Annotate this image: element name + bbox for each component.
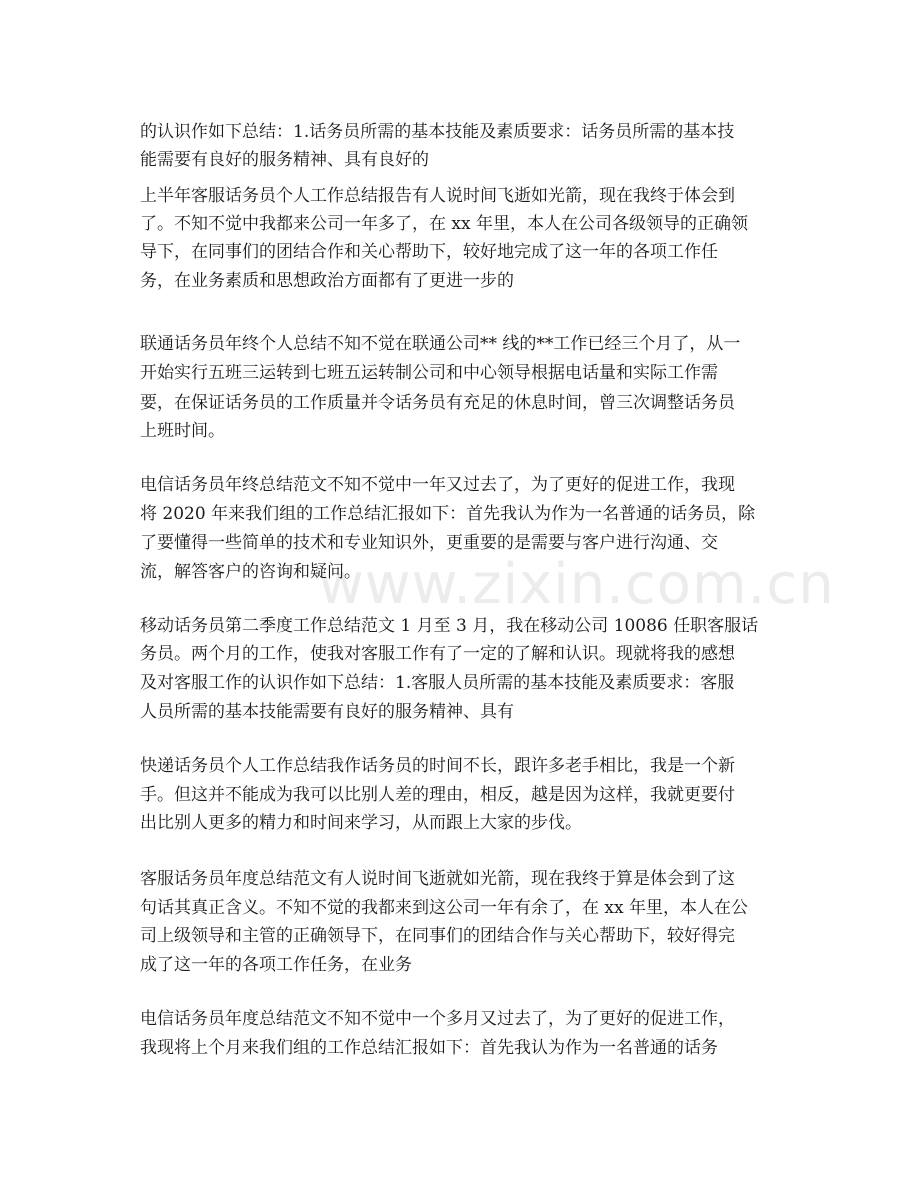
text-line: 开始实行五班三运转到七班五运转制公司和中心领导根据电话量和实际工作需 xyxy=(140,363,718,383)
text-line: 务员。两个月的工作，使我对客服工作有了一定的了解和认识。现就将我的感想 xyxy=(140,644,735,664)
text-line: 快递话务员个人工作总结我作话务员的时间不长，跟许多老手相比，我是一个新 xyxy=(140,756,735,776)
text-line: 上半年客服话务员个人工作总结报告有人说时间飞逝如光箭，现在我终于体会到 xyxy=(140,186,735,206)
text-line: 我现将上个月来我们组的工作总结汇报如下：首先我认为作为一名普通的话务 xyxy=(140,1038,718,1058)
text-line: 导下，在同事们的团结合作和关心帮助下，较好地完成了这一年的各项工作任 xyxy=(140,242,718,262)
text-line: 电信话务员年终总结范文不知不觉中一年又过去了，为了更好的促进工作，我现 xyxy=(140,475,735,495)
text-line: 出比别人更多的精力和时间来学习，从而跟上大家的步伐。 xyxy=(140,813,582,833)
text-line: 的认识作如下总结：1.话务员所需的基本技能及素质要求：话务员所需的基本技 xyxy=(140,122,735,142)
text-line: 移动话务员第二季度工作总结范文 1 月至 3 月，我在移动公司 10086 任职客服话 xyxy=(140,616,759,636)
text-line: 客服话务员年度总结范文有人说时间飞逝就如光箭，现在我终于算是体会到了这 xyxy=(140,869,735,889)
text-line: 司上级领导和主管的正确领导下，在同事们的团结合作与关心帮助下，较好得完 xyxy=(140,926,735,946)
text-line: 流，解答客户的咨询和疑问。 xyxy=(140,562,361,582)
text-line: 及对客服工作的认识作如下总结：1.客服人员所需的基本技能及素质要求：客服 xyxy=(140,673,735,693)
text-line: 电信话务员年度总结范文不知不觉中一个多月又过去了，为了更好的促进工作， xyxy=(140,1009,735,1029)
text-line: 将 2020 年来我们组的工作总结汇报如下：首先我认为作为一名普通的话务员，除 xyxy=(140,504,756,524)
text-line: 成了这一年的各项工作任务，在业务 xyxy=(140,955,412,975)
watermark: www.zixin.com.cn xyxy=(318,552,835,617)
text-line: 上班时间。 xyxy=(140,421,225,441)
text-line: 了要懂得一些简单的技术和专业知识外，更重要的是需要与客户进行沟通、交 xyxy=(140,533,718,553)
text-line: 联通话务员年终个人总结不知不觉在联通公司** 线的**工作已经三个月了，从一 xyxy=(140,334,741,354)
text-line: 句话其真正含义。不知不觉的我都来到这公司一年有余了，在 xx 年里，本人在公 xyxy=(140,898,748,918)
text-line: 人员所需的基本技能需要有良好的服务精神、具有 xyxy=(140,702,514,722)
text-line: 了。不知不觉中我都来公司一年多了，在 xx 年里，本人在公司各级领导的正确领 xyxy=(140,214,748,234)
text-line: 能需要有良好的服务精神、具有良好的 xyxy=(140,150,429,170)
text-line: 手。但这并不能成为我可以比别人差的理由，相反，越是因为这样，我就更要付 xyxy=(140,785,735,805)
text-line: 要，在保证话务员的工作质量并令话务员有充足的休息时间，曾三次调整话务员 xyxy=(140,393,735,413)
text-line: 务，在业务素质和思想政治方面都有了更进一步的 xyxy=(140,271,514,291)
